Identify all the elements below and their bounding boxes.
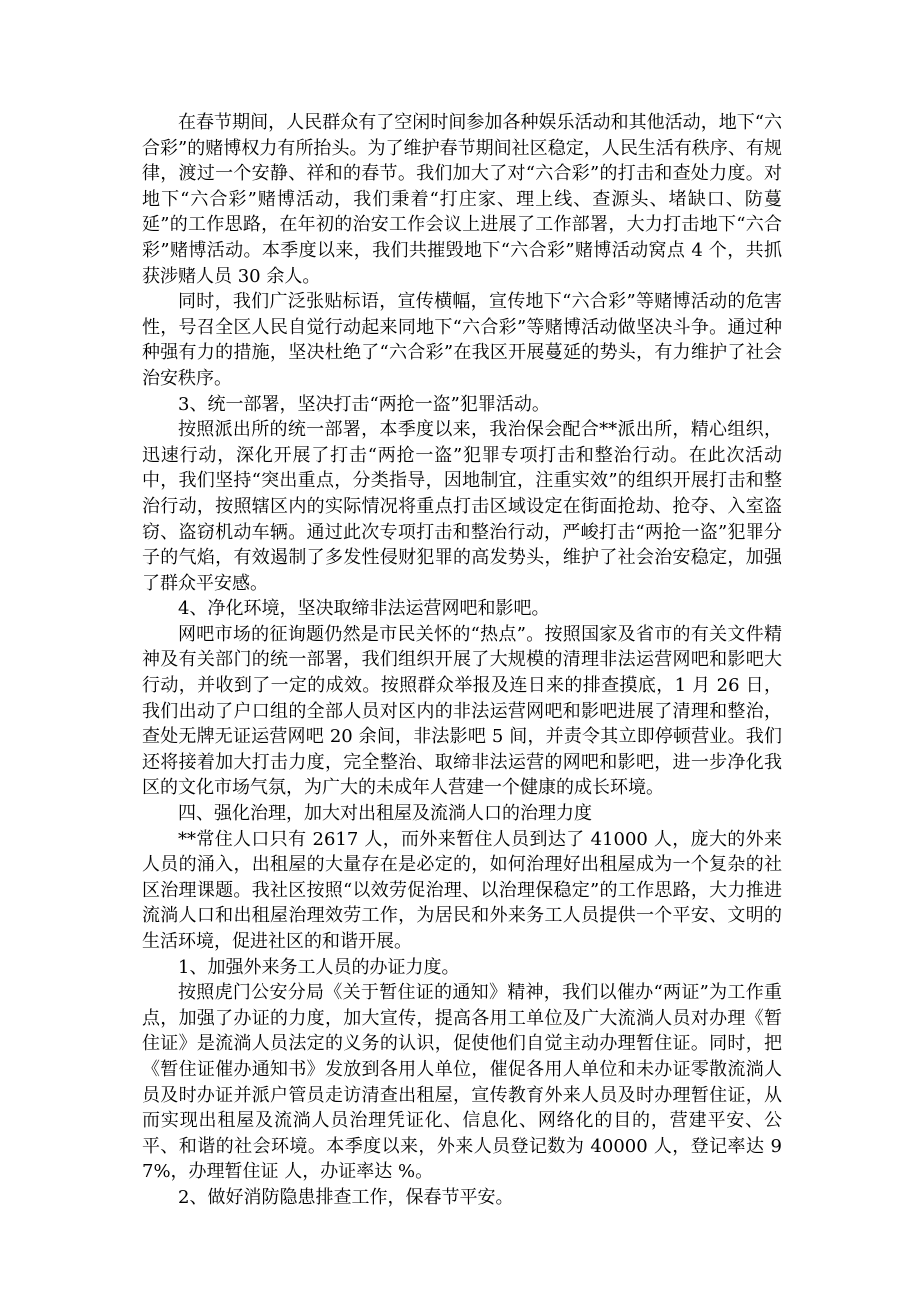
- heading-item-1: 1、加强外来务工人员的办证力度。: [178, 956, 460, 978]
- paragraph-liuhecai-crackdown: 在春节期间，人民群众有了空闲时间参加各种娱乐活动和其他活动，地下“六合彩”的赌博权力有所抬头。为了维护春节期间社区稳定，人民生活有秩序、有规律，渡过一个安静、祥和的春节。我们加大了对“六合彩”的打击和查处力度。对地下“六合彩”赌博活动，我们秉着“打庄家、理上线、查源头、堵缺口、防蔓延”的工作思路，在年初的治安工作会议上进展了工作部署，大力打击地下“六合彩”赌博活动。本季度以来，我们共摧毁地下“六合彩”赌博活动窝点 4 个，共抓获涉赌人员 30 余人。: [142, 112, 782, 287]
- paragraph-publicity: 同时，我们广泛张贴标语，宣传横幅，宣传地下“六合彩”等赌博活动的危害性，号召全区人民自觉行动起来同地下“六合彩”等赌博活动做坚决斗争。通过种种强有力的措施，坚决杜绝了“六合彩”在我区开展蔓延的势头，有力维护了社会治安秩序。: [142, 291, 782, 389]
- heading-item-3: 3、统一部署，坚决打击“两抢一盗”犯罪活动。: [178, 393, 550, 415]
- paragraph-population: **常住人口只有 2617 人，而外来暂住人员到达了 41000 人，庞大的外来人员的涌入，出租屋的大量存在是必定的，如何治理好出租屋成为一个复杂的社区治理课题。我社区按照“以效劳促治理、以治理保稳定”的工作思路，大力推进流淌人口和出租屋治理效劳工作，为居民和外来务工人员提供一个平安、文明的生活环境，促进社区的和谐开展。: [142, 828, 782, 952]
- heading-item-2: 2、做好消防隐患排查工作，保春节平安。: [178, 1186, 514, 1208]
- document-body: [142, 110, 782, 1211]
- paragraph-theft-robbery: 按照派出所的统一部署，本季度以来，我治保会配合**派出所，精心组织，迅速行动，深化开展了打击“两抢一盗”犯罪专项打击和整治行动。在此次活动中，我们坚持“突出重点，分类指导，因地制宜，注重实效”的组织开展打击和整治行动，按照辖区内的实际情况将重点打击区域设定在街面抢劫、抢夺、入室盗窃、盗窃机动车辆。通过此次专项打击和整治行动，严峻打击“两抢一盗”犯罪分子的气焰，有效遏制了多发性侵财犯罪的高发势头，维护了社会治安稳定，加强了群众平安感。: [142, 419, 782, 594]
- heading-item-4: 4、净化环境，坚决取缔非法运营网吧和影吧。: [178, 598, 550, 620]
- paragraph-residence-permits: 按照虎门公安分局《关于暂住证的通知》精神，我们以催办“两证”为工作重点，加强了办证的力度，加大宣传，提高各用工单位及广大流淌人员对办理《暂住证》是流淌人员法定的义务的认识，促使他们自觉主动办理暂住证。同时，把《暂住证催办通知书》发放到各用人单位，催促各用人单位和未办证零散流淌人员及时办证并派户管员走访清查出租屋，宣传教育外来人员及时办理暂住证，从而实现出租屋及流淌人员治理凭证化、信息化、网络化的目的，营建平安、公平、和谐的社会环境。本季度以来，外来人员登记数为 40000 人，登记率达 97%，办理暂住证 人，办证率达 %。: [142, 982, 782, 1183]
- paragraph-internet-cafes: 网吧市场的征询题仍然是市民关怀的“热点”。按照国家及省市的有关文件精神及有关部门的统一部署，我们组织开展了大规模的清理非法运营网吧和影吧大行动，并收到了一定的成效。按照群众举报及连日来的排查摸底，1 月 26 日，我们出动了户口组的全部人员对区内的非法运营网吧和影吧进展了清理和整治，查处无牌无证运营网吧 20 余间，非法影吧 5 间，并责令其立即停顿营业。我们还将接着加大打击力度，完全整治、取缔非法运营的网吧和影吧，进一步净化我区的文化市场气氛，为广大的未成年人营建一个健康的成长环境。: [142, 623, 782, 799]
- heading-section-4: 四、强化治理，加大对出租屋及流淌人口的治理力度: [178, 803, 592, 825]
